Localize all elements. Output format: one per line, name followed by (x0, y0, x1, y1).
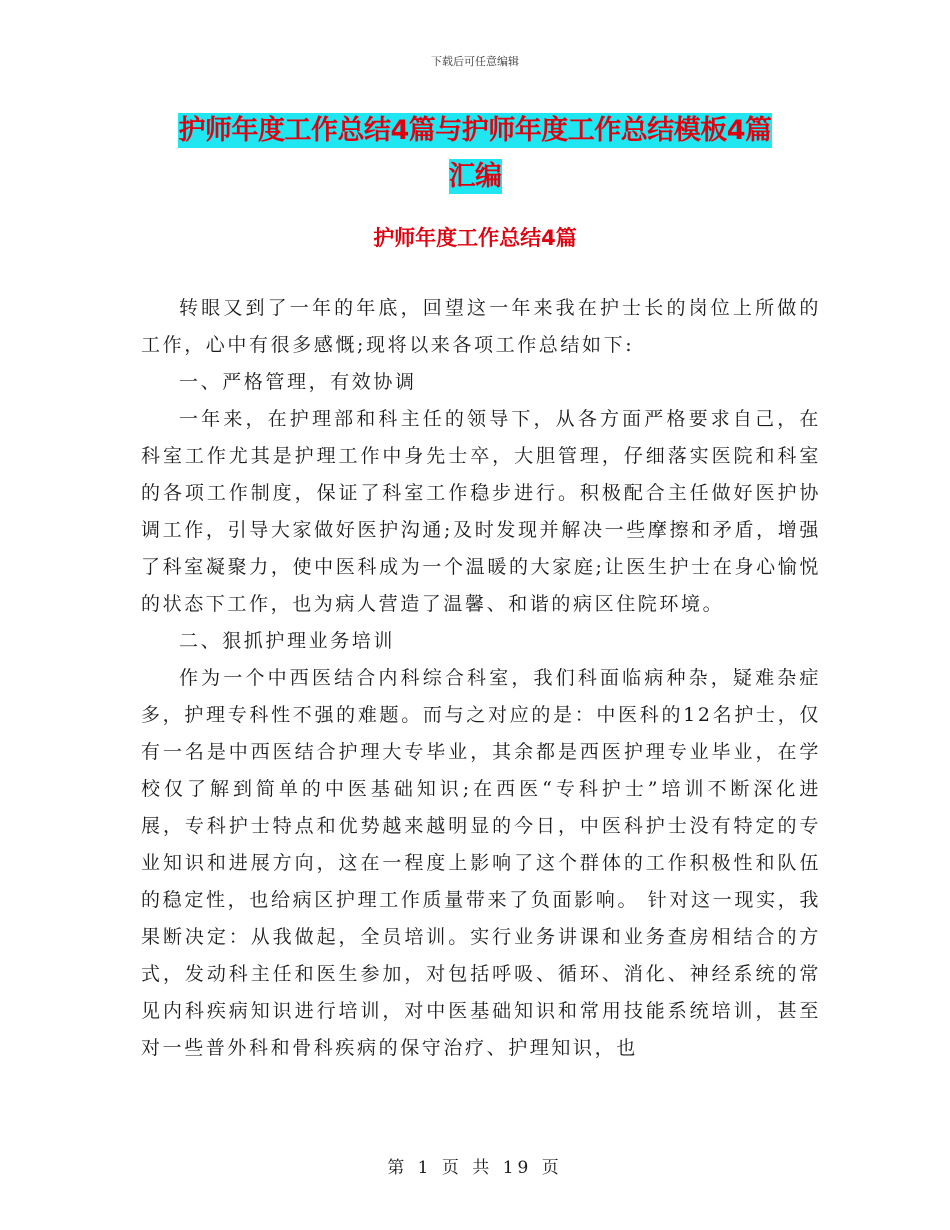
page-number-footer: 第 1 页 共 19 页 (387, 1158, 563, 1178)
document-title-line-2: 汇编 (448, 161, 502, 192)
paragraph-management: 一年来，在护理部和科主任的领导下，从各方面严格要求自己，在科室工作尤其是护理工作中身先士卒，大胆管理，仔细落实医院和科室的各项工作制度，保证了科室工作稳步进行。积极配合主任做好医护协调工作，引导大家做好医护沟通;及时发现并解决一些摩擦和矛盾，增强了科室凝聚力，使中医科成为一个温暖的大家庭;让医生护士在身心愉悦的状态下工作，也为病人营造了温馨、和谐的病区住院环境。 (141, 408, 821, 615)
paragraph-intro: 转眼又到了一年的年底，回望这一年来我在护士长的岗位上所做的工作，心中有很多感慨;现将以来各项工作总结如下: (141, 297, 821, 356)
document-title (140, 108, 810, 200)
body-text (141, 290, 821, 1067)
heading-management: 一、严格管理，有效协调 (179, 371, 417, 393)
document-title-line-1: 护师年度工作总结4篇与护师年度工作总结模板4篇 (178, 115, 772, 146)
header-note: 下载后可任意编辑 (431, 55, 519, 68)
paragraph-training: 作为一个中西医结合内科综合科室，我们科面临病种杂，疑难杂症多，护理专科性不强的难题。而与之对应的是：中医科的12名护士，仅有一名是中西医结合护理大专毕业，其余都是西医护理专业毕业，在学校仅了解到简单的中医基础知识;在西医“专科护士”培训不断深化进展，专科护士特点和优势越来越明显的今日，中医科护士没有特定的专业知识和进展方向，这在一程度上影响了这个群体的工作积极性和队伍的稳定性，也给病区护理工作质量带来了负面影响。 针对这一现实，我果断决定：从我做起，全员培训。实行业务讲课和业务查房相结合的方式，发动科主任和医生参加，对包括呼吸、循环、消化、神经系统的常见内科疾病知识进行培训，对中医基础知识和常用技能系统培训，甚至对一些普外科和骨科疾病的保守治疗、护理知识，也 (141, 667, 821, 1059)
section-title: 护师年度工作总结4篇 (373, 226, 577, 250)
heading-training: 二、狠抓护理业务培训 (179, 630, 396, 652)
